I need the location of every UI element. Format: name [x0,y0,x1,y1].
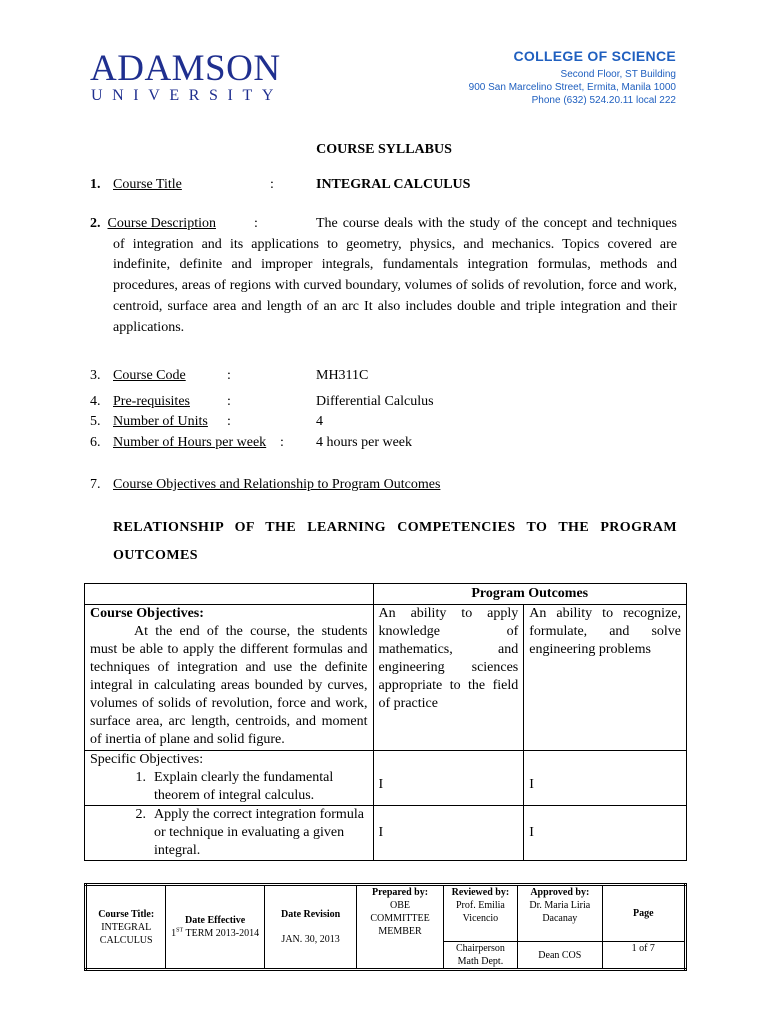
footer-value: Dr. Maria Liria Dacanay [529,900,591,924]
footer-reviewed-role: Chairperson Math Dept. [443,942,517,970]
objectives-table [84,583,687,861]
footer-value: JAN. 30, 2013 [281,934,340,945]
list-item-text: Explain clearly the fundamental theorem of integral calculus. [154,770,334,803]
item-colon: : [280,435,284,450]
address-line: 900 San Marcelino Street, Ermita, Manila 1000 [468,82,676,93]
table-row [85,806,687,861]
item-number: 7. [90,477,101,492]
footer-value [168,927,261,940]
footer-value: Prof. Emilia Vicencio [455,900,505,924]
course-description-label: Course Description [107,216,216,231]
units-value: 4 [316,414,323,429]
footer-value: OBE COMMITTEE MEMBER [370,900,430,937]
item-colon: : [253,216,258,231]
program-outcome-2: An ability to recognize, formulate, and solve engineering problems [524,605,687,751]
list-item [90,806,368,860]
item-colon: : [227,368,231,383]
outcome-mark: I [524,751,687,806]
relationship-heading: RELATIONSHIP OF THE LEARNING COMPETENCIES TO THE PROGRAM OUTCOMES [113,520,677,563]
program-outcome-1: An ability to apply knowledge of mathematics, and engineering sciences appropriate to the field of practice [373,605,524,751]
footer-date-effective [166,885,264,970]
course-code-value: MH311C [316,368,369,383]
university-logo-subtitle: UNIVERSITY [91,87,283,104]
document-title: COURSE SYLLABUS [316,142,452,157]
outcome-mark: I [524,806,687,861]
list-item-text: Apply the correct integration formula or technique in evaluating a given integral. [154,807,364,858]
footer-value: INTEGRAL CALCULUS [99,921,153,946]
hours-value: 4 hours per week [316,435,413,450]
footer-page-value: 1 of 7 [602,942,685,970]
course-title-value: INTEGRAL CALCULUS [316,177,471,192]
item-colon: : [270,177,274,192]
hours-label: Number of Hours per week [113,435,267,450]
footer-label: Prepared by: [372,887,429,898]
list-item-number: 2. [135,807,146,822]
footer-reviewed [443,885,517,942]
footer-date-revision [264,885,356,970]
footer-table [84,883,687,971]
list-item-number: 1. [135,770,146,785]
footer-course-title [86,885,166,970]
footer-label: Date Effective [185,915,246,926]
footer-value-superscript: ST [176,927,184,934]
item-number: 5. [90,414,101,429]
college-name: COLLEGE OF SCIENCE [513,48,676,64]
item-colon: : [227,414,231,429]
footer-approved [518,885,602,942]
outcome-mark: I [373,751,524,806]
address-line: Phone (632) 524.20.11 local 222 [531,95,676,106]
prerequisites-label: Pre-requisites [113,394,190,409]
objectives-label: Course Objectives and Relationship to Program Outcomes [113,477,441,492]
specific-objective-cell [85,751,374,806]
table-row [85,751,687,806]
item-number: 1. [90,177,101,192]
table-row [85,605,687,751]
college-header [469,47,676,107]
footer-page-label: Page [602,885,685,942]
item-colon: : [227,394,231,409]
course-code-label: Course Code [113,368,186,383]
course-title-label: Course Title [113,177,182,192]
footer-label: Course Title: [98,908,155,920]
footer-label: Date Revision [281,909,341,920]
course-objectives-text: At the end of the course, the students must be able to apply the different formulas and techniques of integration and use the definite integral in calculating areas bounded by curves, volumes of solids of revolution, force and work, surface area, arc length, centroids, and moment of inertia of plane and solid figure. [90,624,368,747]
item-number: 3. [90,368,101,383]
footer-label: Approved by: [530,887,590,898]
list-item [90,769,368,805]
footer-value-part: TERM 2013-2014 [183,928,260,939]
footer-label: Reviewed by: [451,887,510,898]
program-outcomes-header: Program Outcomes [373,584,687,605]
footer-approved-role: Dean COS [518,942,602,970]
item-number: 6. [90,435,101,450]
footer-value-part: 1 [171,928,177,939]
footer-prepared [357,885,443,970]
item-number: 4. [90,394,101,409]
address-line: Second Floor, ST Building [560,69,676,80]
specific-objectives-header: Specific Objectives: [90,752,204,767]
course-objectives-cell [85,605,374,751]
item-number: 2. [90,216,101,231]
course-description-text: The course deals with the study of the concept and techniques of integration and its applications to geometry, physics, and mechanics. Topics covered are indefinite, definite and improper integrals, fundamentals integration formulas, methods and procedures, areas of regions with curved boundary, volumes of solids of revolution, force and work, centroid, surface area and length of an arc It also includes double and triple integration and their applications. [113,216,677,335]
outcome-mark: I [373,806,524,861]
university-logo-title: ADAMSON [90,48,281,89]
course-objectives-header: Course Objectives: [90,606,204,621]
specific-objective-cell [85,806,374,861]
table-row [86,885,686,942]
prerequisites-value: Differential Calculus [316,394,434,409]
units-label: Number of Units [113,414,208,429]
table-header-row [85,584,687,605]
table-cell [85,584,374,605]
